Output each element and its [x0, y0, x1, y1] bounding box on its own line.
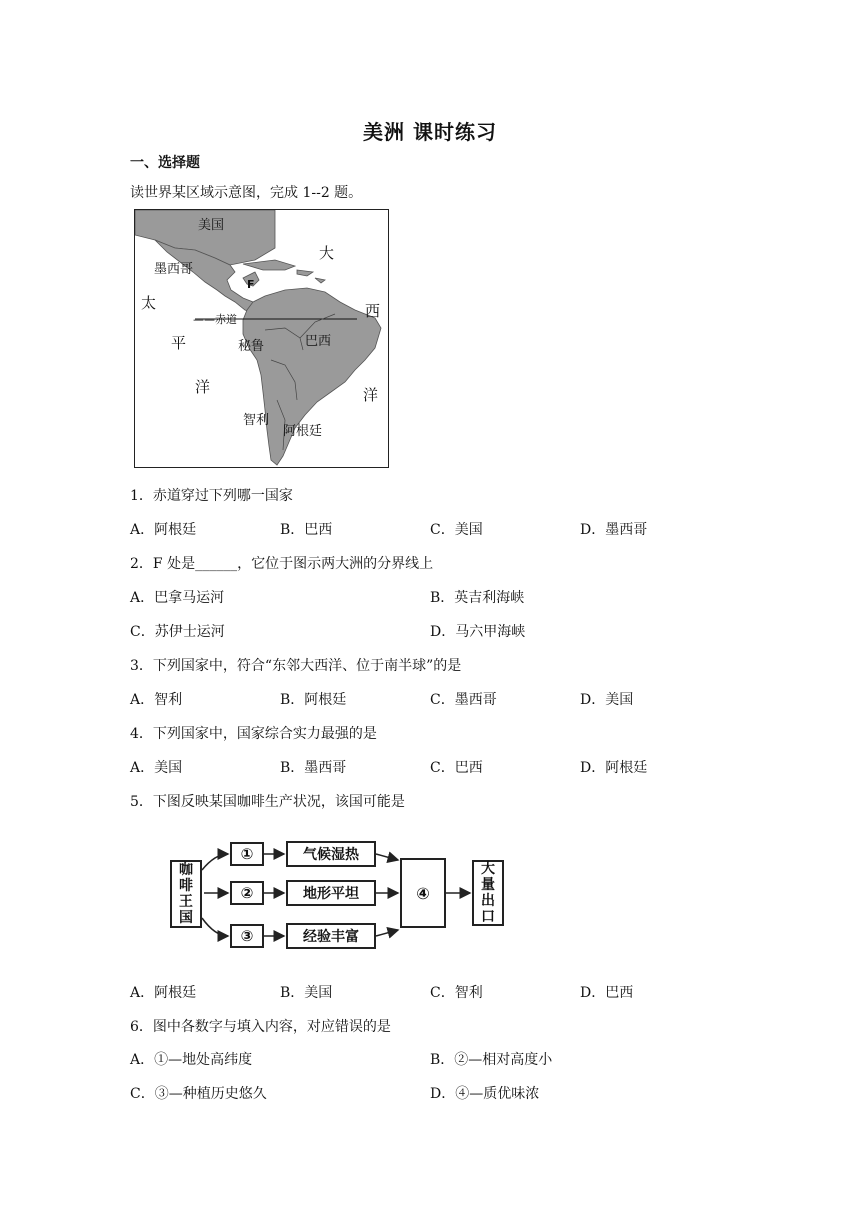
q4-option-d: D．阿根廷: [580, 760, 648, 776]
flow-right-box: 大量出口: [472, 860, 504, 926]
page-title: 美洲 课时练习: [363, 120, 497, 144]
q4-option-b: B．墨西哥: [280, 760, 347, 776]
question-2: 2．F 处是______，它位于图示两大洲的分界线上: [130, 556, 434, 572]
flow-node-1: ①: [230, 842, 264, 866]
map-label-pacific-1: 太: [141, 294, 157, 312]
q5-option-d: D．巴西: [580, 985, 634, 1001]
question-3: 3．下列国家中，符合“东邻大西洋、位于南半球”的是: [130, 658, 462, 674]
map-label-chile: 智利: [243, 413, 270, 428]
q6-option-c: C．③—种植历史悠久: [130, 1086, 267, 1102]
q2-option-b: B．英吉利海峡: [430, 590, 525, 606]
map-label-argentina: 阿根廷: [283, 424, 323, 439]
map-label-pacific-2: 平: [171, 334, 187, 352]
flow-node-4: ④: [400, 858, 446, 928]
map-label-usa: 美国: [198, 218, 225, 233]
q6-option-b: B．②—相对高度小: [430, 1052, 553, 1068]
flow-node-3: ③: [230, 924, 264, 948]
q1-option-c: C．美国: [430, 522, 483, 538]
map-label-pacific-3: 洋: [195, 378, 211, 396]
question-1: 1．赤道穿过下列哪一国家: [130, 488, 293, 504]
region-map: [134, 209, 389, 468]
q2-option-a: A．巴拿马运河: [130, 590, 225, 606]
coffee-flow-diagram: [160, 830, 530, 955]
q1-option-b: B．巴西: [280, 522, 333, 538]
flow-reason-2: 地形平坦: [286, 880, 376, 906]
q2-option-c: C．苏伊士运河: [130, 624, 225, 640]
q3-option-b: B．阿根廷: [280, 692, 347, 708]
flow-node-2: ②: [230, 881, 264, 905]
flow-reason-1: 气候湿热: [286, 841, 376, 867]
q6-option-a: A．①—地处高纬度: [130, 1052, 253, 1068]
map-label-brazil: 巴西: [305, 334, 332, 349]
map-label-equator: ——赤道: [193, 313, 237, 326]
map-label-atlantic-1: 大: [319, 244, 335, 262]
q3-option-c: C．墨西哥: [430, 692, 497, 708]
q4-option-c: C．巴西: [430, 760, 483, 776]
map-label-peru: 秘鲁: [238, 339, 265, 354]
intro-text: 读世界某区域示意图，完成 1--2 题。: [130, 185, 363, 201]
q5-option-c: C．智利: [430, 985, 483, 1001]
q4-option-a: A．美国: [130, 760, 183, 776]
flow-left-box: 咖啡王国: [170, 860, 202, 928]
q1-option-d: D．墨西哥: [580, 522, 648, 538]
section-heading: 一、选择题: [130, 155, 200, 171]
flow-reason-3: 经验丰富: [286, 923, 376, 949]
q2-option-d: D．马六甲海峡: [430, 624, 526, 640]
map-label-f: F: [247, 278, 255, 291]
question-4: 4．下列国家中，国家综合实力最强的是: [130, 726, 377, 742]
q5-option-a: A．阿根廷: [130, 985, 197, 1001]
question-5: 5．下图反映某国咖啡生产状况，该国可能是: [130, 794, 405, 810]
q1-option-a: A．阿根廷: [130, 522, 197, 538]
q3-option-a: A．智利: [130, 692, 183, 708]
map-label-atlantic-2: 西: [365, 302, 381, 320]
q3-option-d: D．美国: [580, 692, 634, 708]
q6-option-d: D．④—质优味浓: [430, 1086, 540, 1102]
map-label-mexico: 墨西哥: [154, 262, 194, 277]
q5-option-b: B．美国: [280, 985, 333, 1001]
map-label-atlantic-3: 洋: [363, 386, 379, 404]
question-6: 6．图中各数字与填入内容，对应错误的是: [130, 1019, 391, 1035]
